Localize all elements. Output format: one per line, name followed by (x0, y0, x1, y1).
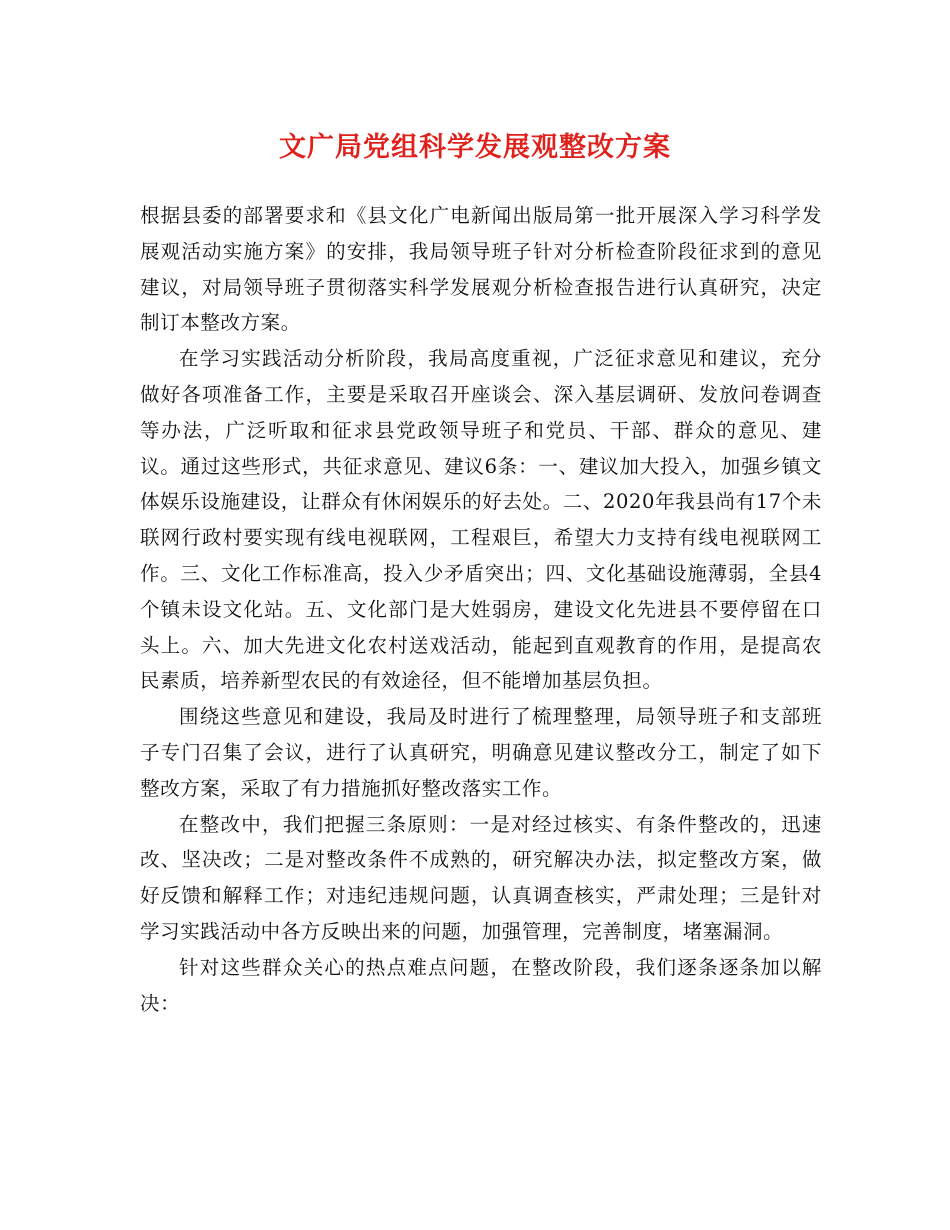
document-body (140, 198, 822, 1021)
paragraph-opinions: 在学习实践活动分析阶段，我局高度重视，广泛征求意见和建议，充分做好各项准备工作，主要是采取召开座谈会、深入基层调研、发放问卷调查等办法，广泛听取和征求县党政领导班子和党员、干部、群众的意见、建议。通过这些形式，共征求意见、建议6条：一、建议加大投入，加强乡镇文体娱乐设施建设，让群众有休闲娱乐的好去处。二、2020年我县尚有17个未联网行政村要实现有线电视联网，工程艰巨，希望大力支持有线电视联网工作。三、文化工作标准高，投入少矛盾突出；四、文化基础设施薄弱，全县4个镇未设文化站。五、文化部门是大姓弱房，建设文化先进县不要停留在口头上。六、加大先进文化农村送戏活动，能起到直观教育的作用，是提高农民素质，培养新型农民的有效途径，但不能增加基层负担。 (140, 347, 822, 693)
document-title: 文广局党组科学发展观整改方案 (279, 132, 671, 163)
paragraph-resolution: 针对这些群众关心的热点难点问题，在整改阶段，我们逐条逐条加以解决： (140, 955, 822, 1015)
paragraph-intro: 根据县委的部署要求和《县文化广电新闻出版局第一批开展深入学习科学发展观活动实施方案》的安排，我局领导班子针对分析检查阶段征求到的意见建议，对局领导班子贯彻落实科学发展观分析检查报告进行认真研究，决定制订本整改方案。 (140, 204, 822, 335)
paragraph-arrangement: 围绕这些意见和建设，我局及时进行了梳理整理，局领导班子和支部班子专门召集了会议，进行了认真研究，明确意见建议整改分工，制定了如下整改方案，采取了有力措施抓好整改落实工作。 (140, 705, 822, 800)
paragraph-principles: 在整改中，我们把握三条原则：一是对经过核实、有条件整改的，迅速改、坚决改；二是对整改条件不成熟的，研究解决办法，拟定整改方案，做好反馈和解释工作；对违纪违规问题，认真调查核实，严肃处理；三是针对学习实践活动中各方反映出来的问题，加强管理，完善制度，堵塞漏洞。 (140, 812, 822, 943)
